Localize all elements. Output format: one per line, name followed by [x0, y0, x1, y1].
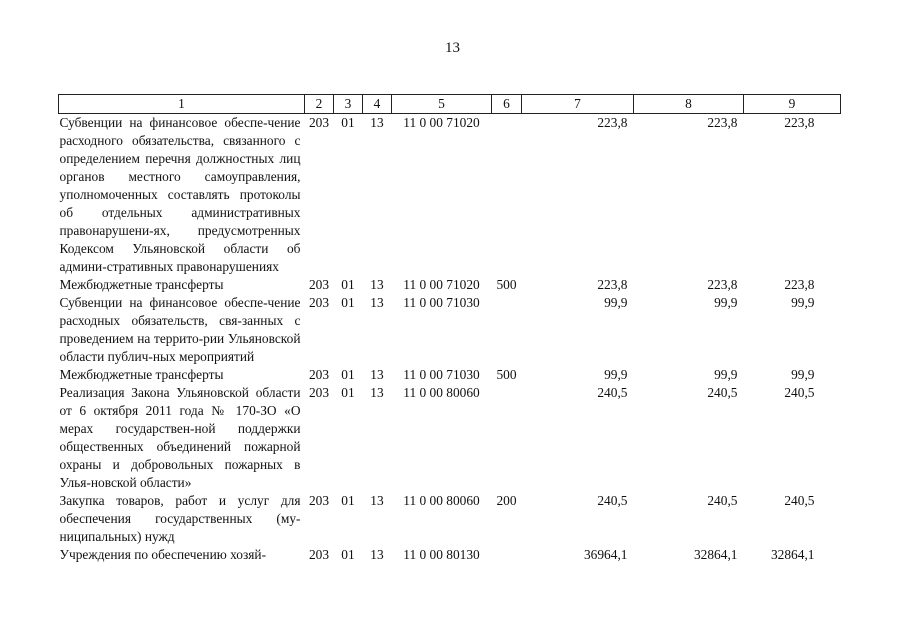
row-expense-type: 500 — [496, 277, 517, 292]
row-amount-col9: 240,5 — [784, 385, 815, 400]
row-target-article: 11 0 00 80060 — [403, 493, 480, 508]
row-amount-col8: 99,9 — [714, 295, 738, 310]
row-section: 01 — [341, 367, 355, 382]
row-subsection: 13 — [370, 493, 384, 508]
row-target-article: 11 0 00 71020 — [403, 115, 480, 130]
row-target-article: 11 0 00 80060 — [403, 385, 480, 400]
row-target-article: 11 0 00 71020 — [403, 277, 480, 292]
row-expense-type — [492, 546, 522, 564]
row-amount-col8: 32864,1 — [693, 547, 738, 562]
row-name: Межбюджетные трансферты — [59, 277, 224, 292]
row-section: 01 — [341, 277, 355, 292]
table-row — [59, 294, 841, 366]
row-section: 01 — [341, 385, 355, 400]
table-header-row — [59, 95, 841, 114]
row-code: 203 — [308, 547, 330, 562]
column-header: 8 — [634, 95, 744, 114]
row-subsection: 13 — [370, 385, 384, 400]
row-name: Реализация Закона Ульяновской области от 6 октября 2011 года № 170-ЗО «О мерах государствен-ной поддержки общественных объединений пожарной охраны и добровольных пожарных в Улья-новской области» — [59, 385, 301, 490]
row-expense-type: 200 — [496, 493, 517, 508]
column-header: 7 — [522, 95, 634, 114]
column-header: 1 — [59, 95, 305, 114]
row-amount-col9: 223,8 — [784, 277, 815, 292]
row-amount-col9: 240,5 — [784, 493, 815, 508]
page-number: 13 — [445, 40, 460, 56]
column-header: 4 — [363, 95, 392, 114]
row-subsection: 13 — [370, 295, 384, 310]
row-amount-col9: 99,9 — [791, 367, 815, 382]
row-expense-type — [492, 294, 522, 366]
row-amount-col7: 99,9 — [604, 295, 628, 310]
row-amount-col8: 223,8 — [707, 277, 738, 292]
row-subsection: 13 — [370, 277, 384, 292]
row-amount-col7: 223,8 — [597, 115, 628, 130]
row-section: 01 — [341, 493, 355, 508]
row-target-article: 11 0 00 71030 — [403, 367, 480, 382]
row-code: 203 — [308, 295, 330, 310]
row-name: Учреждения по обеспечению хозяй- — [59, 547, 267, 562]
row-amount-col9: 32864,1 — [770, 547, 815, 562]
table-row — [59, 276, 841, 294]
row-expense-type: 500 — [496, 367, 517, 382]
row-amount-col7: 240,5 — [597, 385, 628, 400]
column-header: 9 — [744, 95, 841, 114]
table-row — [59, 384, 841, 492]
row-name: Субвенции на финансовое обеспе-чение расходных обязательств, свя-занных с проведением на террито-рии Ульяновской области публич-ных мероприятий — [59, 295, 301, 364]
row-expense-type — [492, 384, 522, 492]
row-name: Субвенции на финансовое обеспе-чение расходного обязательства, связанного с определением перечня должностных лиц органов местного самоуправления, уполномоченных составлять протоколы об отдельных административных правонарушени-ях, предусмотренных Кодексом Ульяновской области об админи-стративных правонарушениях — [59, 115, 301, 274]
row-code: 203 — [308, 493, 330, 508]
column-header: 5 — [392, 95, 492, 114]
row-expense-type — [492, 114, 522, 277]
row-code: 203 — [308, 367, 330, 382]
row-section: 01 — [341, 547, 355, 562]
column-header: 6 — [492, 95, 522, 114]
row-amount-col8: 240,5 — [707, 385, 738, 400]
table-row — [59, 492, 841, 546]
row-code: 203 — [308, 385, 330, 400]
row-amount-col7: 36964,1 — [583, 547, 628, 562]
row-subsection: 13 — [370, 367, 384, 382]
table-row — [59, 546, 841, 564]
row-subsection: 13 — [370, 115, 384, 130]
row-amount-col8: 240,5 — [707, 493, 738, 508]
column-header: 2 — [305, 95, 334, 114]
row-code: 203 — [308, 115, 330, 130]
budget-table — [58, 94, 841, 564]
row-code: 203 — [308, 277, 330, 292]
row-amount-col7: 99,9 — [604, 367, 628, 382]
column-header: 3 — [334, 95, 363, 114]
row-section: 01 — [341, 295, 355, 310]
table-row — [59, 366, 841, 384]
table-row — [59, 114, 841, 277]
row-target-article: 11 0 00 71030 — [403, 295, 480, 310]
row-name: Межбюджетные трансферты — [59, 367, 224, 382]
row-amount-col9: 99,9 — [791, 295, 815, 310]
row-amount-col8: 223,8 — [707, 115, 738, 130]
row-amount-col7: 240,5 — [597, 493, 628, 508]
row-target-article: 11 0 00 80130 — [403, 547, 480, 562]
row-section: 01 — [341, 115, 355, 130]
row-amount-col7: 223,8 — [597, 277, 628, 292]
row-amount-col8: 99,9 — [714, 367, 738, 382]
row-subsection: 13 — [370, 547, 384, 562]
row-name: Закупка товаров, работ и услуг для обеспечения государственных (му-ниципальных) нужд — [59, 493, 301, 544]
row-amount-col9: 223,8 — [784, 115, 815, 130]
